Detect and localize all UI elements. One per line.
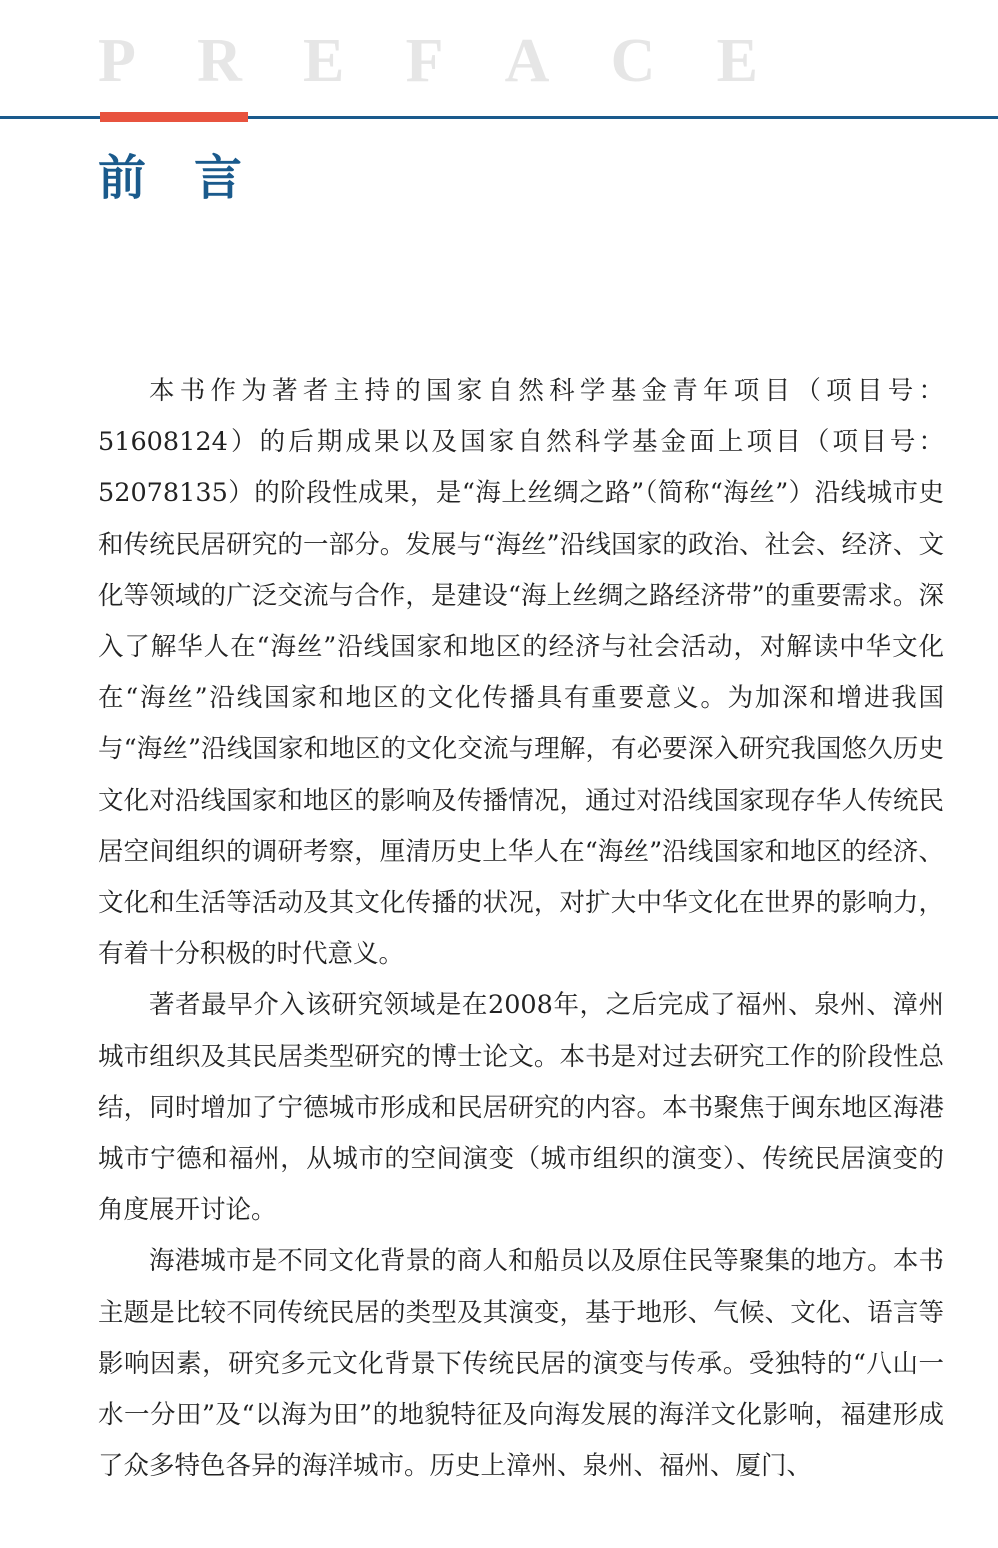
paragraph: 海港城市是不同文化背景的商人和船员以及原住民等聚集的地方。本书主题是比较不同传统民居的类型及其演变，基于地形、气候、文化、语言等影响因素，研究多元文化背景下传统民居的演变与传承。受独特的“八山一水一分田”及“以海为田”的地貌特征及向海发展的海洋文化影响，福建形成了众多特色各异的海洋城市。历史上漳州、泉州、福州、厦门、 [98, 1246, 944, 1482]
preface-heading-letters [98, 27, 758, 96]
preface-letter: P [98, 27, 136, 95]
paragraph: 本书作为著者主持的国家自然科学基金青年项目（项目号：51608124）的后期成果以及国家自然科学基金面上项目（项目号：52078135）的阶段性成果，是“海上丝绸之路”（简称“海丝”）沿线城市史和传统民居研究的一部分。发展与“海丝”沿线国家的政治、社会、经济、文化等领域的广泛交流与合作，是建设“海上丝绸之路经济带”的重要需求。深入了解华人在“海丝”沿线国家和地区的经济与社会活动，对解读中华文化在“海丝”沿线国家和地区的文化传播具有重要意义。为加深和增进我国与“海丝”沿线国家和地区的文化交流与理解，有必要深入研究我国悠久历史文化对沿线国家和地区的影响及传播情况，通过对沿线国家现存华人传统民居空间组织的调研考察，厘清历史上华人在“海丝”沿线国家和地区的经济、文化和生活等活动及其文化传播的状况，对扩大中华文化在世界的影响力，有着十分积极的时代意义。 [98, 376, 944, 970]
paragraph: 著者最早介入该研究领域是在2008年，之后完成了福州、泉州、漳州城市组织及其民居类型研究的博士论文。本书是对过去研究工作的阶段性总结，同时增加了宁德城市形成和民居研究的内容。本书聚焦于闽东地区海港城市宁德和福州，从城市的空间演变（城市组织的演变）、传统民居演变的角度展开讨论。 [98, 990, 944, 1226]
preface-letter: E [716, 27, 758, 95]
preface-letter: E [303, 27, 345, 95]
preface-letter: F [405, 27, 444, 95]
body-text [98, 366, 944, 1492]
preface-letter: A [504, 27, 550, 95]
preface-letter: R [197, 27, 242, 95]
page-title: 前言 [98, 150, 291, 206]
accent-bar [100, 112, 248, 122]
preface-letter: C [610, 27, 656, 95]
